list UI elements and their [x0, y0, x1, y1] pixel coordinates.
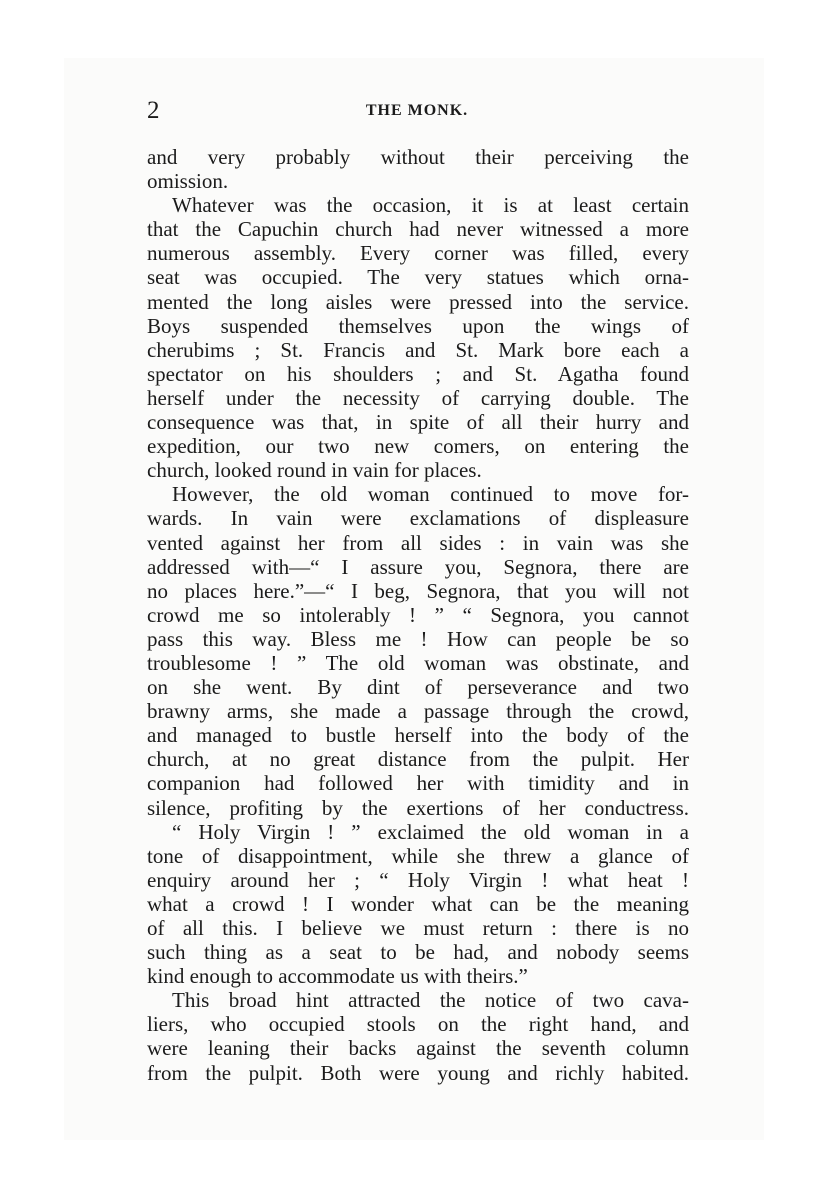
- text-line: herself under the necessity of carrying double. The: [147, 385, 689, 410]
- page-header: [147, 96, 687, 126]
- text-line: pass this way. Bless me ! How can people be so: [147, 626, 689, 651]
- text-line: enquiry around her ; “ Holy Virgin ! what heat !: [147, 867, 689, 892]
- text-line: brawny arms, she made a passage through the crowd,: [147, 699, 689, 724]
- text-line: liers, who occupied stools on the right hand, and: [147, 1012, 689, 1037]
- text-line: troublesome ! ” The old woman was obstinate, and: [147, 650, 689, 675]
- text-line: cherubims ; St. Francis and St. Mark bore each a: [147, 337, 689, 362]
- text-line: silence, profiting by the exertions of her conductress.: [147, 795, 689, 820]
- text-line: However, the old woman continued to move for-: [172, 482, 689, 507]
- text-line: This broad hint attracted the notice of two cava-: [172, 988, 689, 1013]
- text-line: vented against her from all sides : in vain was she: [147, 530, 689, 555]
- text-line: such thing as a seat to be had, and nobody seems: [147, 940, 689, 965]
- text-line: church, looked round in vain for places.: [147, 458, 482, 483]
- text-line: companion had followed her with timidity and in: [147, 771, 689, 796]
- text-line: wards. In vain were exclamations of displeasure: [147, 506, 689, 531]
- text-line: of all this. I believe we must return : there is no: [147, 916, 689, 940]
- running-title: THE MONK.: [365, 102, 469, 119]
- text-line: and very probably without their perceiving the: [147, 145, 689, 169]
- text-line: were leaning their backs against the seventh column: [147, 1036, 689, 1061]
- text-line: Boys suspended themselves upon the wings of: [147, 313, 689, 338]
- text-line: spectator on his shoulders ; and St. Agatha found: [147, 361, 689, 386]
- text-line: on she went. By dint of perseverance and two: [147, 675, 689, 700]
- text-line: no places here.”—“ I beg, Segnora, that you will not: [147, 578, 689, 603]
- text-line: expedition, our two new comers, on entering the: [147, 434, 689, 459]
- text-line: that the Capuchin church had never witnessed a more: [147, 217, 689, 242]
- text-line: and managed to bustle herself into the body of the: [147, 723, 689, 748]
- text-line: what a crowd ! I wonder what can be the meaning: [147, 891, 689, 916]
- text-line: crowd me so intolerably ! ” “ Segnora, you cannot: [147, 602, 689, 627]
- text-line: addressed with—“ I assure you, Segnora, there are: [147, 554, 689, 579]
- text-line: omission.: [147, 169, 229, 194]
- text-line: “ Holy Virgin ! ” exclaimed the old woman in a: [172, 819, 689, 844]
- text-line: kind enough to accommodate us with theirs.”: [147, 964, 528, 989]
- text-line: numerous assembly. Every corner was filled, every: [147, 241, 689, 266]
- text-line: church, at no great distance from the pulpit. Her: [147, 747, 689, 772]
- body-text: [147, 145, 689, 1085]
- text-line: consequence was that, in spite of all their hurry and: [147, 410, 689, 435]
- text-line: seat was occupied. The very statues which orna-: [147, 265, 689, 290]
- text-line: from the pulpit. Both were young and richly habited.: [147, 1060, 689, 1085]
- page-number: 2: [147, 97, 160, 124]
- text-line: Whatever was the occasion, it is at least certain: [172, 193, 689, 218]
- text-line: tone of disappointment, while she threw a glance of: [147, 843, 689, 868]
- text-line: mented the long aisles were pressed into the service.: [147, 289, 689, 314]
